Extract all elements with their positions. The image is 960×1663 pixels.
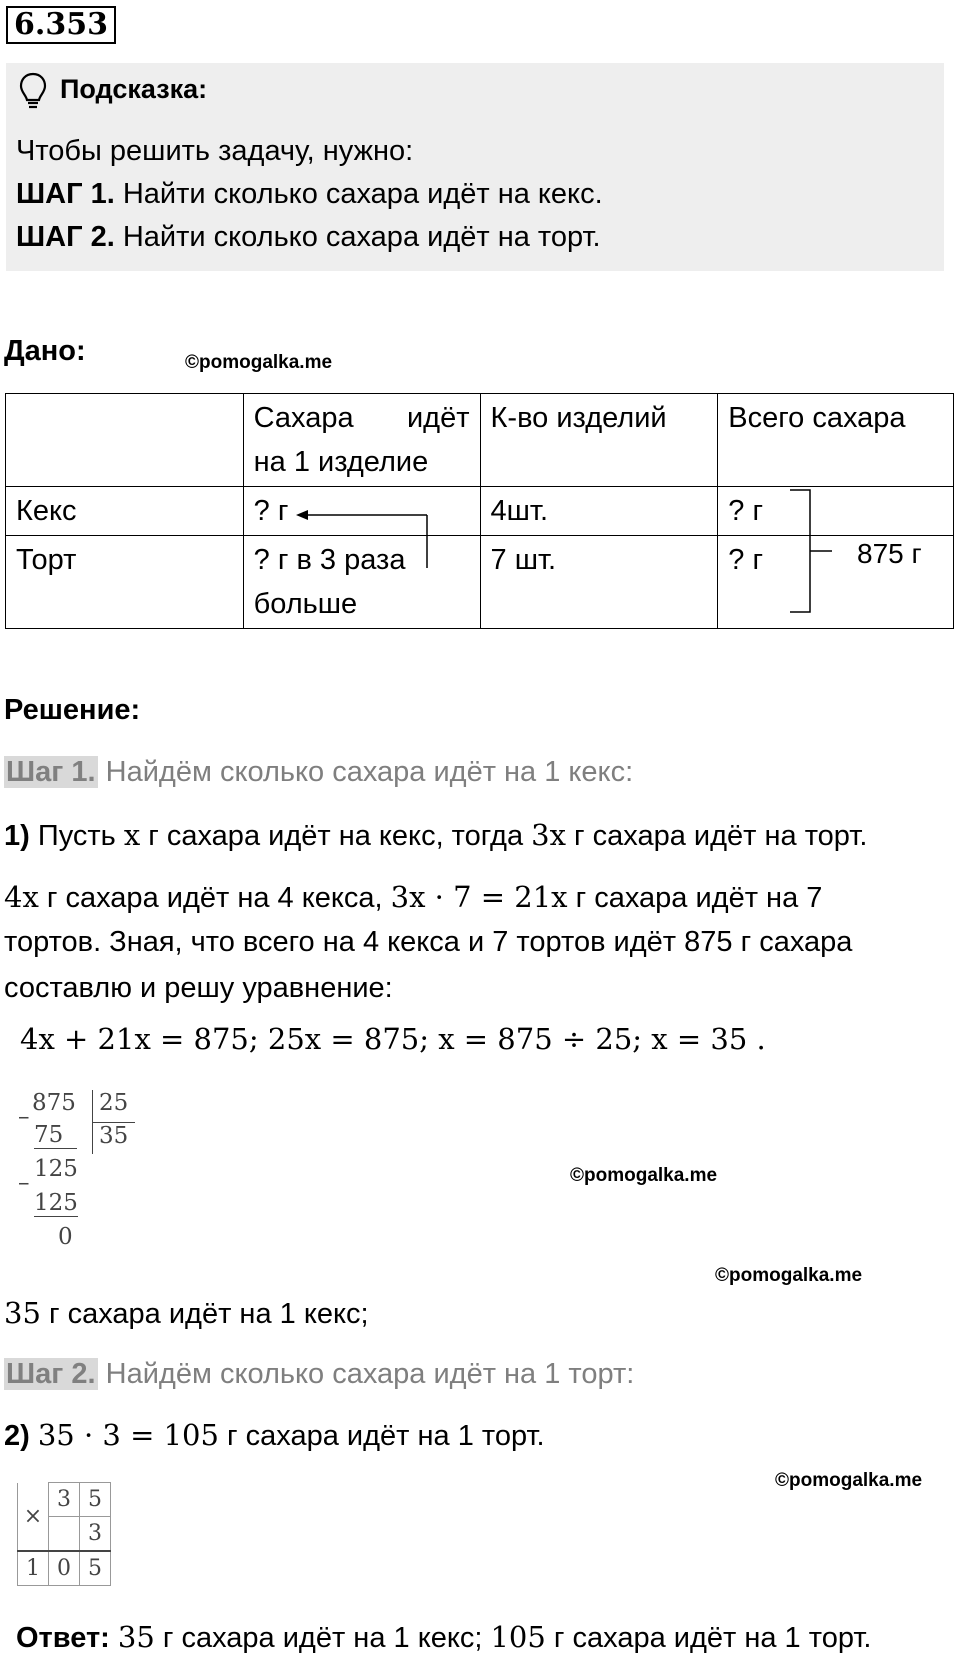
paragraph-4: составлю и решу уравнение: (4, 972, 393, 1004)
watermark: ©pomogalka.me (715, 1265, 863, 1286)
given-label: Дано: (4, 335, 86, 367)
sum-total: 875 г (857, 538, 922, 569)
solution-label: Решение: (4, 694, 141, 726)
division-rem1: 125 (34, 1156, 78, 1182)
minus-sign: – (18, 1170, 30, 1196)
header-per-item-word2: идёт (406, 402, 470, 434)
mult-cell: 5 (80, 1483, 111, 1517)
watermark: ©pomogalka.me (185, 352, 333, 373)
division-sub1: 75 (34, 1122, 77, 1149)
result1-number: 35 (4, 1296, 41, 1330)
p5-number: 2) (4, 1420, 30, 1452)
answer-text-a: г сахара идёт на 1 кекс; (154, 1622, 491, 1654)
arrow-icon (296, 510, 427, 568)
answer-label: Ответ: (16, 1622, 110, 1654)
p1-text-c: г сахара идёт на торт. (565, 820, 868, 852)
header-cell-count: К-во изделий (480, 394, 718, 487)
equation: 4x + 21x = 875; 25x = 875; x = 875 ÷ 25; x = 35 . (20, 1022, 766, 1056)
division-divisor: 25 (92, 1090, 128, 1154)
paragraph-1 (4, 818, 867, 853)
division-sub2: 125 (34, 1190, 78, 1216)
mult-cell (49, 1517, 80, 1552)
multiplication-grid (17, 1482, 111, 1586)
mult-cell: 0 (49, 1551, 80, 1586)
row-per-item: ? г (243, 487, 480, 536)
answer-text-b: г сахара идёт на 1 торт. (545, 1622, 872, 1654)
header-per-item-line2: на 1 изделие (253, 446, 429, 478)
step2-tag: Шаг 2. (6, 1358, 96, 1390)
p1-text-b: г сахара идёт на кекс, тогда (140, 820, 532, 852)
p2-expr: 3x · 7 = 21x (390, 880, 568, 914)
hint-intro: Чтобы решить задачу, нужно: (16, 135, 414, 167)
row-name: Кекс (6, 487, 244, 536)
row-total: ? г (718, 536, 954, 629)
mult-cell: 1 (18, 1551, 49, 1586)
row-count: 7 шт. (480, 536, 718, 629)
result1-text: г сахара идёт на 1 кекс; (40, 1298, 369, 1330)
answer-number-2: 105 (490, 1620, 546, 1654)
p2-var: 4x (4, 880, 39, 914)
task-number: 6.353 (6, 6, 116, 44)
answer-number-1: 35 (117, 1620, 155, 1654)
division-dividend: 875 (32, 1090, 76, 1116)
paragraph-2 (4, 880, 822, 915)
watermark: ©pomogalka.me (570, 1165, 718, 1186)
step1-title: Найдём сколько сахара идёт на 1 кекс: (97, 756, 634, 788)
paragraph-5 (4, 1418, 545, 1453)
long-division (14, 1090, 134, 1260)
header-cell-total: Всего сахара (718, 394, 954, 487)
answer (16, 1620, 871, 1655)
hint-step2-label: ШАГ 2. (16, 221, 115, 253)
p1-expr: 3x (531, 818, 566, 852)
table-annotations (0, 0, 960, 640)
division-rem2: 0 (58, 1224, 73, 1250)
p5-text: г сахара идёт на 1 торт. (218, 1420, 545, 1452)
paragraph-3: тортов. Зная, что всего на 4 кекса и 7 тортов идёт 875 г сахара (4, 926, 853, 958)
division-quotient: 35 (92, 1122, 135, 1149)
mult-cell: 5 (80, 1551, 111, 1586)
p1-var: x (123, 818, 141, 852)
mult-cell: 3 (49, 1483, 80, 1517)
p2-text-a: г сахара идёт на 4 кекса, (38, 882, 391, 914)
step2-title: Найдём сколько сахара идёт на 1 торт: (97, 1358, 635, 1390)
hint-step1-label: ШАГ 1. (16, 178, 115, 210)
multiply-sign: × (18, 1483, 49, 1552)
watermark: ©pomogalka.me (775, 1470, 923, 1491)
row-total: ? г (718, 487, 954, 536)
minus-sign: – (18, 1104, 30, 1130)
step1-tag: Шаг 1. (6, 756, 96, 788)
row-name: Торт (6, 536, 244, 629)
p5-expr: 35 · 3 = 105 (37, 1418, 219, 1452)
row-per-item-line2: больше (253, 588, 358, 620)
hint-title: Подсказка: (60, 74, 208, 104)
result-1 (4, 1296, 369, 1331)
hint-step2-text: Найти сколько сахара идёт на торт. (114, 221, 601, 253)
header-per-item-word1: Сахара (253, 402, 354, 434)
step2-heading (4, 1358, 634, 1391)
step1-heading (4, 756, 633, 789)
p1-number: 1) (4, 820, 30, 852)
row-per-item-line1: ? г в 3 раза (253, 544, 406, 576)
p2-text-b: г сахара идёт на 7 (567, 882, 823, 914)
mult-cell: 3 (80, 1517, 111, 1552)
row-count: 4шт. (480, 487, 718, 536)
hint-step1-text: Найти сколько сахара идёт на кекс. (114, 178, 603, 210)
p1-text-a: Пусть (29, 820, 124, 852)
bracket-icon (790, 490, 832, 612)
